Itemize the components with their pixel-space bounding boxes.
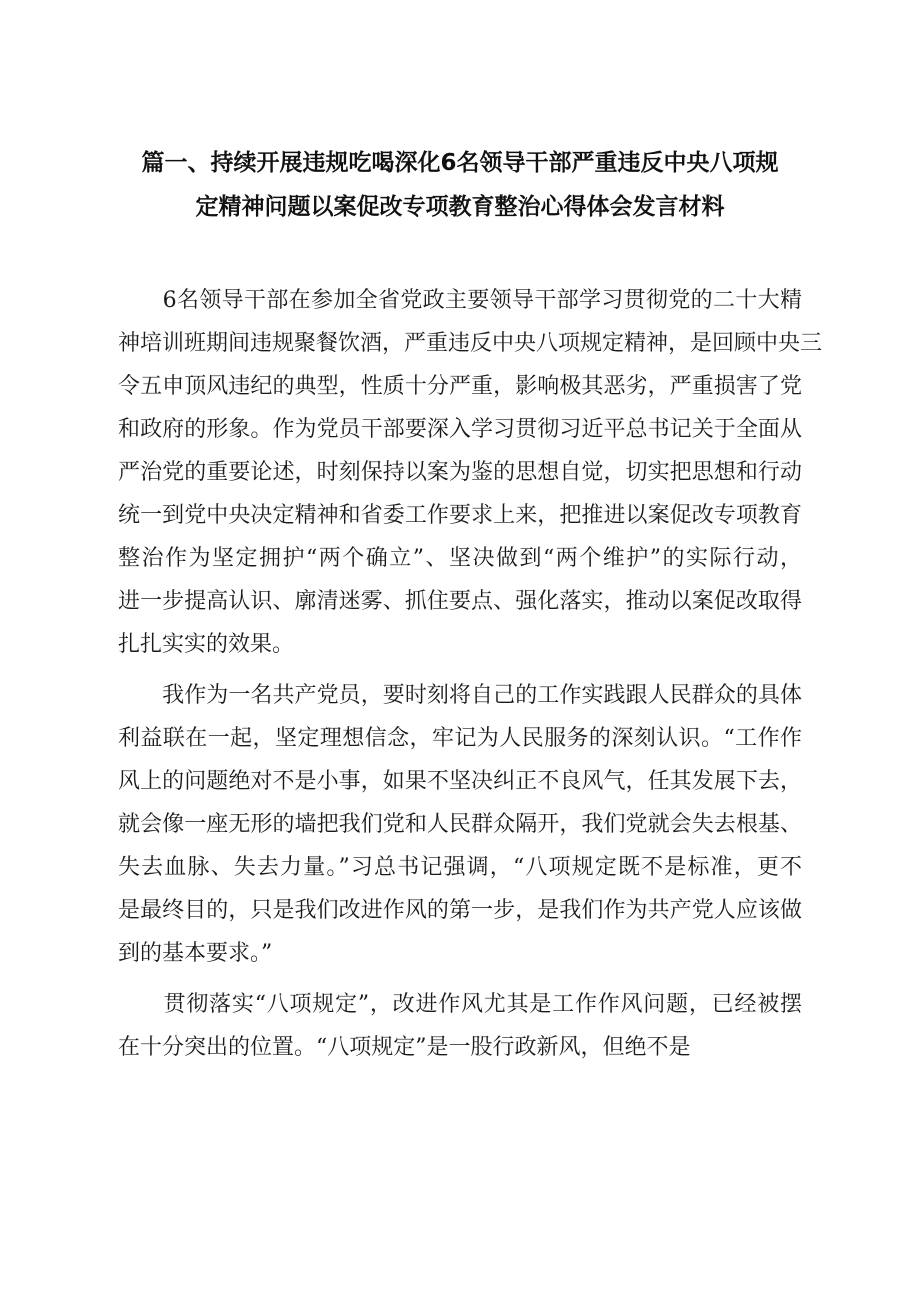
text-line: 神培训班期间违规聚餐饮酒，严重违反中央八项规定精神，是回顾中央三: [118, 331, 823, 356]
text-line: 我作为一名共产党员，要时刻将自己的工作实践跟人民群众的具体: [118, 683, 802, 708]
text-line: 令五申顶风违纪的典型，性质十分严重，影响极其恶劣，严重损害了党: [118, 374, 802, 399]
paragraph-3: [118, 983, 802, 1069]
text-line: 整治作为坚定拥护“两个确立”、坚决做到“两个维护”的实际行动，: [118, 546, 802, 571]
text-line: 到的基本要求。”: [118, 941, 273, 966]
text-line: 失去血脉、失去力量。”习总书记强调，“八项规定既不是标准，更不: [118, 855, 802, 880]
text-line: 统一到党中央决定精神和省委工作要求上来，把推进以案促改专项教育: [118, 503, 802, 528]
text-line: 严治党的重要论述，时刻保持以案为鉴的思想自觉，切实把思想和行动: [118, 460, 802, 485]
text-line: 贯彻落实“八项规定”，改进作风尤其是工作作风问题，已经被摆: [118, 992, 802, 1017]
document-body: [118, 279, 823, 1069]
title-line-1: 篇一、持续开展违规吃喝深化6名领导干部严重违反中央八项规: [141, 150, 779, 176]
document-title: [118, 141, 802, 229]
text-line: 在十分突出的位置。“八项规定”是一股行政新风，但绝不是: [118, 1035, 691, 1060]
text-line: 风上的问题绝对不是小事，如果不坚决纠正不良风气，任其发展下去，: [118, 769, 802, 794]
text-line: 就会像一座无形的墙把我们党和人民群众隔开，我们党就会失去根基、: [118, 812, 802, 837]
title-line-2: 定精神问题以案促改专项教育整治心得体会发言材料: [195, 194, 725, 220]
text-line: 进一步提高认识、廓清迷雾、抓住要点、强化落实，推动以案促改取得: [118, 589, 802, 614]
text-line: 扎扎实实的效果。: [118, 632, 295, 657]
text-line: 6名领导干部在参加全省党政主要领导干部学习贯彻党的二十大精: [118, 288, 802, 313]
paragraph-1: [118, 279, 823, 666]
paragraph-2: [118, 674, 802, 975]
text-line: 和政府的形象。作为党员干部要深入学习贯彻习近平总书记关于全面从: [118, 417, 802, 442]
text-line: 利益联在一起，坚定理想信念，牢记为人民服务的深刻认识。“工作作: [118, 726, 802, 751]
text-line: 是最终目的，只是我们改进作风的第一步，是我们作为共产党人应该做: [118, 898, 802, 923]
